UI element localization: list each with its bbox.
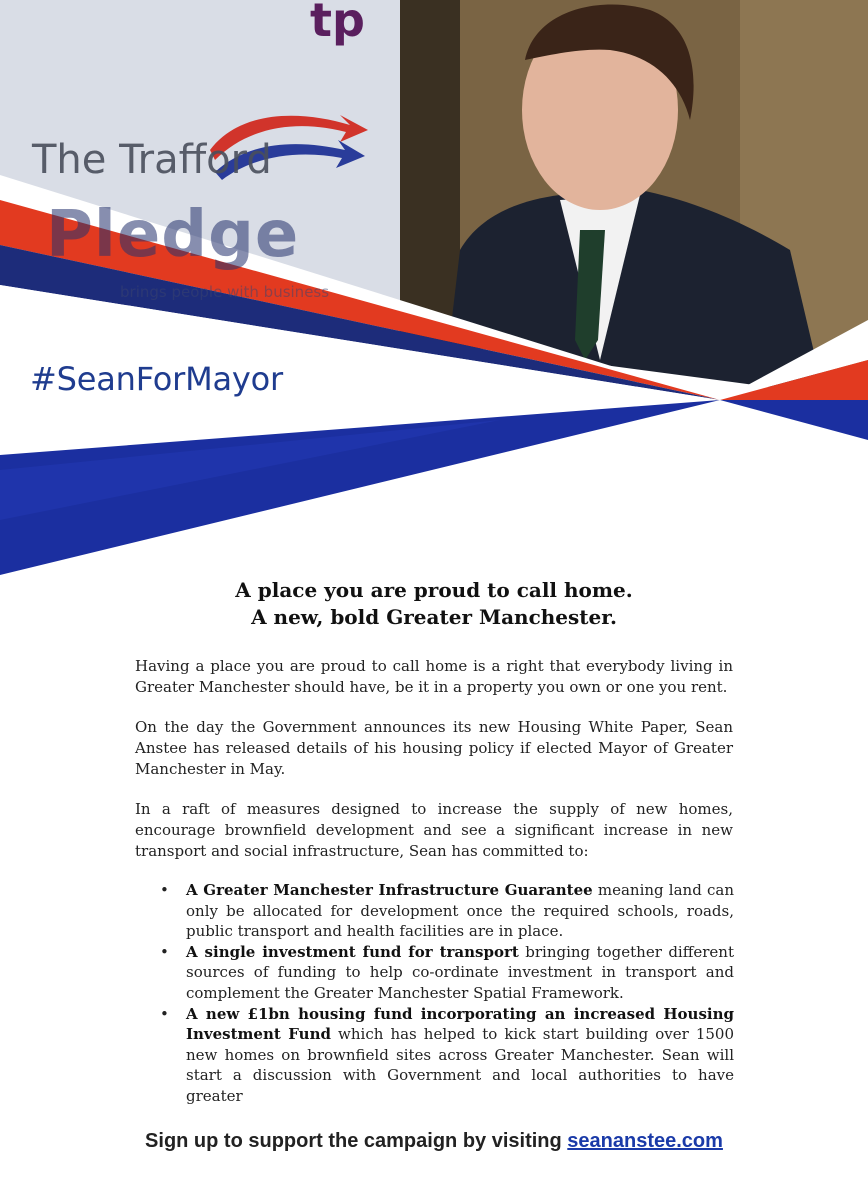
policy-text: meaning land can only be allocated for development once the required schools, roads, public transport and health facilities are in place.	[186, 881, 734, 941]
trafford-logo: tp	[310, 0, 365, 47]
paragraph-measures: In a raft of measures designed to increase the supply of new homes, encourage brownfield development and see a significant increase in new transport and social infrastructure, Sean has committed to:	[135, 800, 733, 860]
list-item	[160, 880, 734, 942]
bullet-icon: •	[160, 881, 169, 899]
policy-text: which has helped to kick start building over 1500 new homes on brownfield sites across Greater Manchester. Sean will start a discussion with Government and local authorities to have greater	[186, 1025, 734, 1105]
policy-title: A new £1bn housing fund incorporating an increased Housing Investment Fund	[186, 1004, 734, 1044]
campaign-hashtag: #SeanForMayor	[30, 360, 283, 398]
list-item	[160, 942, 734, 1004]
banner-pledge: Pledge	[46, 198, 300, 272]
call-to-action	[0, 1130, 868, 1153]
policy-title: A single investment fund for transport	[186, 942, 519, 961]
banner-title: The Trafford	[32, 137, 272, 183]
bullet-icon: •	[160, 942, 169, 961]
headline-line-1: A place you are proud to call home.	[235, 578, 633, 602]
policy-list	[160, 880, 734, 1107]
bullet-icon: •	[160, 1004, 169, 1023]
website-link[interactable]: seananstee.com	[567, 1130, 723, 1152]
list-item	[160, 1004, 734, 1107]
paragraph-intro: Having a place you are proud to call home is a right that everybody living in Greater Manchester should have, be it in a property you own or one you rent.	[135, 657, 733, 696]
cta-text: Sign up to support the campaign by visiting	[145, 1130, 568, 1152]
banner-tagline: brings people with business	[120, 283, 330, 301]
policy-text: bringing together different sources of funding to help co-ordinate investment in transport and complement the Greater Manchester Spatial Framework.	[186, 942, 734, 1002]
hero-banner	[0, 0, 868, 580]
paragraph-white-paper: On the day the Government announces its new Housing White Paper, Sean Anstee has released details of his housing policy if elected Mayor of Greater Manchester in May.	[135, 718, 733, 778]
headline-line-2: A new, bold Greater Manchester.	[251, 605, 617, 629]
policy-title: A Greater Manchester Infrastructure Guarantee	[186, 881, 593, 899]
